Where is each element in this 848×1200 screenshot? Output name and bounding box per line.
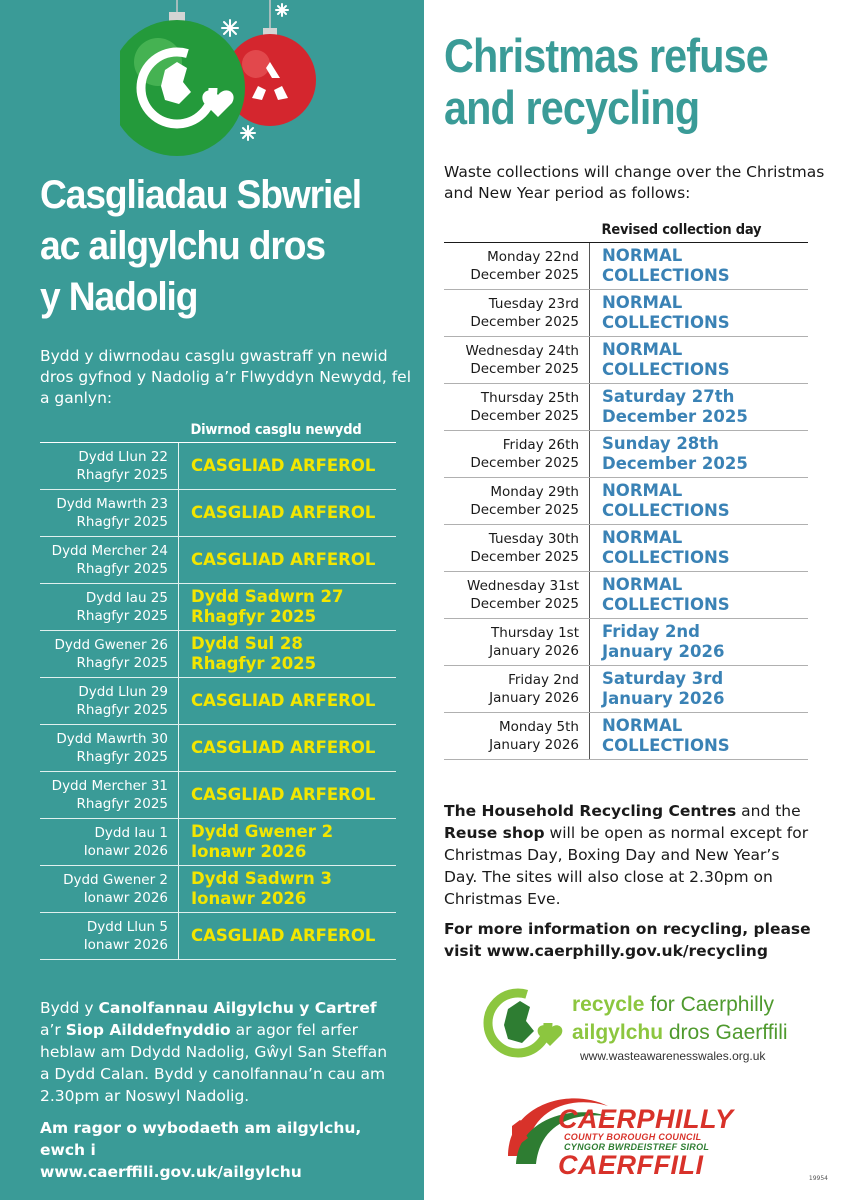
revised-collection-line: CASGLIAD ARFEROL: [191, 785, 376, 804]
table-row: [444, 337, 808, 384]
original-date-cell: [444, 337, 590, 384]
table-row: [40, 443, 396, 490]
original-date-cell: [444, 431, 590, 478]
english-panel: [424, 0, 848, 1200]
revised-collection-line: Friday 2nd: [602, 622, 700, 641]
table-header-blank: [444, 222, 590, 243]
table-row: [40, 490, 396, 537]
original-date-cell: [444, 243, 590, 290]
original-date-cell: [444, 290, 590, 337]
revised-collection-line: Rhagfyr 2025: [191, 654, 317, 673]
original-date-line: Dydd Gwener 26: [54, 637, 168, 653]
welsh-table-header: Diwrnod casglu newydd: [179, 422, 397, 443]
revised-collection-line: Dydd Sadwrn 3: [191, 869, 332, 888]
original-date-line: Wednesday 31st: [467, 578, 579, 594]
original-date-line: January 2026: [489, 737, 579, 753]
table-row: [40, 913, 396, 960]
original-date-cell: [40, 819, 179, 866]
revised-collection-cell: [590, 431, 809, 478]
revised-collection-cell: [179, 537, 397, 584]
table-row: [444, 619, 808, 666]
original-date-line: Dydd Mawrth 23: [56, 496, 168, 512]
original-date-line: December 2025: [470, 549, 579, 565]
original-date-cell: [40, 631, 179, 678]
recycle-for-caerphilly-logo: [480, 983, 820, 1078]
revised-collection-line: CASGLIAD ARFEROL: [191, 550, 376, 569]
revised-collection-line: CASGLIAD ARFEROL: [191, 926, 376, 945]
council-subtitle-welsh: CYNGOR BWRDEISTREF SIROL: [564, 1142, 710, 1152]
recycle-logo-rest-welsh: dros Gaerffili: [663, 1021, 788, 1044]
original-date-cell: [40, 866, 179, 913]
english-notice-mid: and the: [736, 802, 801, 820]
original-date-line: December 2025: [470, 267, 579, 283]
original-date-line: Dydd Llun 22: [78, 449, 168, 465]
welsh-title: [40, 170, 384, 323]
council-name-welsh: CAERFFILI: [558, 1150, 704, 1180]
original-date-cell: [40, 584, 179, 631]
english-notice-post: will be open as normal except for Christmas Day, Boxing Day and New Year’s Day. The sites will also close at 2.30pm on Christmas Eve.: [444, 824, 809, 908]
recycle-logo-line1: [572, 993, 774, 1017]
english-notice-bold-shop: Reuse shop: [444, 824, 545, 842]
revised-collection-line: NORMAL COLLECTIONS: [602, 481, 730, 520]
original-date-cell: [40, 725, 179, 772]
council-name-english: CAERPHILLY: [558, 1104, 734, 1134]
welsh-notice-pre: Bydd y: [40, 999, 99, 1017]
revised-collection-line: December 2025: [602, 454, 748, 473]
print-code: 19954: [808, 1175, 828, 1182]
original-date-line: Wednesday 24th: [465, 343, 579, 359]
original-date-cell: [40, 913, 179, 960]
original-date-line: December 2025: [470, 502, 579, 518]
table-row: [444, 243, 808, 290]
table-row: [444, 572, 808, 619]
recycle-logo-rest: for Caerphilly: [644, 993, 774, 1016]
revised-collection-line: Dydd Sadwrn 27: [191, 587, 344, 606]
original-date-line: Rhagfyr 2025: [76, 561, 168, 577]
original-date-line: Friday 2nd: [508, 672, 579, 688]
revised-collection-line: NORMAL COLLECTIONS: [602, 340, 730, 379]
revised-collection-cell: [590, 384, 809, 431]
table-row: [444, 666, 808, 713]
table-row: [444, 290, 808, 337]
original-date-line: December 2025: [470, 361, 579, 377]
revised-collection-line: NORMAL COLLECTIONS: [602, 716, 730, 755]
original-date-line: Dydd Iau 1: [94, 825, 168, 841]
welsh-intro: Bydd y diwrnodau casglu gwastraff yn newid dros gyfnod y Nadolig a’r Flwyddyn Newydd, fel a ganlyn:: [40, 347, 412, 407]
revised-collection-line: NORMAL COLLECTIONS: [602, 293, 730, 332]
welsh-notice: [40, 997, 400, 1107]
english-table-body: [444, 243, 808, 760]
revised-collection-line: Saturday 27th: [602, 387, 735, 406]
revised-collection-line: Ionawr 2026: [191, 889, 307, 908]
council-subtitle-english: COUNTY BOROUGH COUNCIL: [564, 1132, 702, 1142]
original-date-line: Tuesday 30th: [488, 531, 579, 547]
table-row: [444, 478, 808, 525]
revised-collection-cell: [590, 525, 809, 572]
welsh-title-line: Casgliadau Sbwriel: [40, 173, 362, 217]
revised-collection-line: Ionawr 2026: [191, 842, 307, 861]
original-date-cell: [40, 678, 179, 725]
original-date-line: Dydd Mercher 31: [51, 778, 168, 794]
christmas-baubles-illustration: [120, 0, 320, 175]
original-date-cell: [40, 490, 179, 537]
english-title-line: Christmas refuse: [444, 29, 768, 82]
english-more-info-text: For more information on recycling, please: [444, 920, 811, 938]
welsh-more-info-link[interactable]: www.caerffili.gov.uk/ailgylchu: [40, 1163, 302, 1181]
revised-collection-cell: [590, 713, 809, 760]
original-date-line: Thursday 25th: [480, 390, 579, 406]
table-row: [444, 384, 808, 431]
revised-collection-line: January 2026: [602, 689, 725, 708]
revised-collection-cell: [179, 866, 397, 913]
english-schedule-table: [444, 222, 808, 760]
original-date-line: Ionawr 2026: [83, 890, 168, 906]
table-row: [40, 678, 396, 725]
table-row: [444, 713, 808, 760]
original-date-line: Ionawr 2026: [83, 937, 168, 953]
table-row: [444, 431, 808, 478]
original-date-cell: [40, 537, 179, 584]
revised-collection-line: NORMAL COLLECTIONS: [602, 246, 730, 285]
table-row: [40, 537, 396, 584]
welsh-notice-bold-shop: Siop Ailddefnyddio: [65, 1021, 231, 1039]
english-intro: Waste collections will change over the Christmas and New Year period as follows:: [444, 163, 825, 202]
original-date-line: December 2025: [470, 408, 579, 424]
original-date-line: Rhagfyr 2025: [76, 702, 168, 718]
revised-collection-cell: [590, 290, 809, 337]
welsh-more-info: [40, 1117, 410, 1183]
english-notice: [444, 800, 814, 910]
table-row: [40, 772, 396, 819]
original-date-line: January 2026: [489, 690, 579, 706]
waste-awareness-url[interactable]: www.wasteawarenesswales.org.uk: [580, 1049, 766, 1063]
table-row: [40, 631, 396, 678]
revised-collection-cell: [179, 725, 397, 772]
revised-collection-cell: [590, 337, 809, 384]
table-row: [40, 866, 396, 913]
revised-collection-cell: [590, 572, 809, 619]
revised-collection-cell: [179, 490, 397, 537]
recycle-logo-line2: [572, 1021, 788, 1045]
original-date-line: Dydd Llun 29: [78, 684, 168, 700]
welsh-schedule-table: [40, 422, 396, 960]
original-date-line: December 2025: [470, 314, 579, 330]
original-date-line: Rhagfyr 2025: [76, 608, 168, 624]
revised-collection-line: NORMAL COLLECTIONS: [602, 575, 730, 614]
table-row: [444, 525, 808, 572]
original-date-line: Dydd Iau 25: [85, 590, 168, 606]
original-date-cell: [444, 572, 590, 619]
recycle-logo-bold-welsh: ailgylchu: [572, 1021, 664, 1044]
revised-collection-cell: [590, 619, 809, 666]
table-row: [40, 819, 396, 866]
original-date-line: Friday 26th: [502, 437, 579, 453]
welsh-notice-mid: a’r: [40, 1021, 66, 1039]
revised-collection-cell: [179, 819, 397, 866]
original-date-line: Rhagfyr 2025: [76, 796, 168, 812]
original-date-line: Dydd Mawrth 30: [56, 731, 168, 747]
revised-collection-cell: [590, 666, 809, 713]
revised-collection-line: Dydd Gwener 2: [191, 822, 334, 841]
revised-collection-line: Dydd Sul 28: [191, 634, 303, 653]
original-date-line: Tuesday 23rd: [488, 296, 579, 312]
original-date-line: Rhagfyr 2025: [76, 514, 168, 530]
english-title: [444, 30, 796, 134]
original-date-line: Thursday 1st: [491, 625, 579, 641]
original-date-line: Monday 29th: [490, 484, 579, 500]
english-more-info: [444, 918, 824, 962]
original-date-line: Rhagfyr 2025: [76, 467, 168, 483]
revised-collection-cell: [179, 772, 397, 819]
revised-collection-line: Sunday 28th: [602, 434, 719, 453]
original-date-cell: [444, 666, 590, 713]
revised-collection-line: Saturday 3rd: [602, 669, 724, 688]
revised-collection-cell: [179, 678, 397, 725]
original-date-line: Monday 22nd: [487, 249, 579, 265]
original-date-cell: [444, 713, 590, 760]
revised-collection-cell: [179, 443, 397, 490]
original-date-line: Rhagfyr 2025: [76, 655, 168, 671]
original-date-line: Monday 5th: [498, 719, 579, 735]
original-date-cell: [444, 478, 590, 525]
english-more-info-link[interactable]: visit www.caerphilly.gov.uk/recycling: [444, 942, 768, 960]
english-notice-bold-centres: The Household Recycling Centres: [444, 802, 737, 820]
recycle-wales-icon: [480, 983, 570, 1063]
welsh-table-body: [40, 443, 396, 960]
revised-collection-line: CASGLIAD ARFEROL: [191, 503, 376, 522]
original-date-cell: [40, 772, 179, 819]
table-row: [40, 725, 396, 772]
recycle-logo-bold: recycle: [572, 993, 645, 1016]
revised-collection-line: NORMAL COLLECTIONS: [602, 528, 730, 567]
original-date-line: Ionawr 2026: [83, 843, 168, 859]
original-date-cell: [40, 443, 179, 490]
welsh-title-line: y Nadolig: [40, 275, 198, 319]
revised-collection-line: CASGLIAD ARFEROL: [191, 738, 376, 757]
original-date-line: December 2025: [470, 596, 579, 612]
table-header-blank: [40, 422, 179, 443]
original-date-line: Dydd Gwener 2: [63, 872, 168, 888]
english-table-header: Revised collection day: [590, 222, 809, 243]
revised-collection-cell: [179, 913, 397, 960]
original-date-line: Dydd Mercher 24: [51, 543, 168, 559]
welsh-more-info-text: Am ragor o wybodaeth am ailgylchu, ewch i: [40, 1119, 362, 1159]
english-title-line: and recycling: [444, 81, 700, 134]
welsh-title-line: ac ailgylchu dros: [40, 224, 325, 268]
original-date-line: January 2026: [489, 643, 579, 659]
table-row: [40, 584, 396, 631]
revised-collection-line: January 2026: [602, 642, 725, 661]
revised-collection-cell: [179, 631, 397, 678]
revised-collection-line: CASGLIAD ARFEROL: [191, 691, 376, 710]
revised-collection-line: CASGLIAD ARFEROL: [191, 456, 376, 475]
revised-collection-cell: [590, 243, 809, 290]
original-date-line: December 2025: [470, 455, 579, 471]
original-date-cell: [444, 525, 590, 572]
welsh-notice-post: ar agor fel arfer heblaw am Ddydd Nadolig, Gŵyl San Steffan a Dydd Calan. Bydd y canolfannau’n cau am 2.30pm ar Noswyl Nadolig.: [40, 1021, 388, 1105]
original-date-line: Rhagfyr 2025: [76, 749, 168, 765]
welsh-notice-bold-centres: Canolfannau Ailgylchu y Cartref: [98, 999, 377, 1017]
revised-collection-line: December 2025: [602, 407, 748, 426]
revised-collection-line: Rhagfyr 2025: [191, 607, 317, 626]
original-date-cell: [444, 384, 590, 431]
revised-collection-cell: [179, 584, 397, 631]
original-date-line: Dydd Llun 5: [86, 919, 168, 935]
caerphilly-council-logo: [498, 1086, 758, 1178]
revised-collection-cell: [590, 478, 809, 525]
original-date-cell: [444, 619, 590, 666]
